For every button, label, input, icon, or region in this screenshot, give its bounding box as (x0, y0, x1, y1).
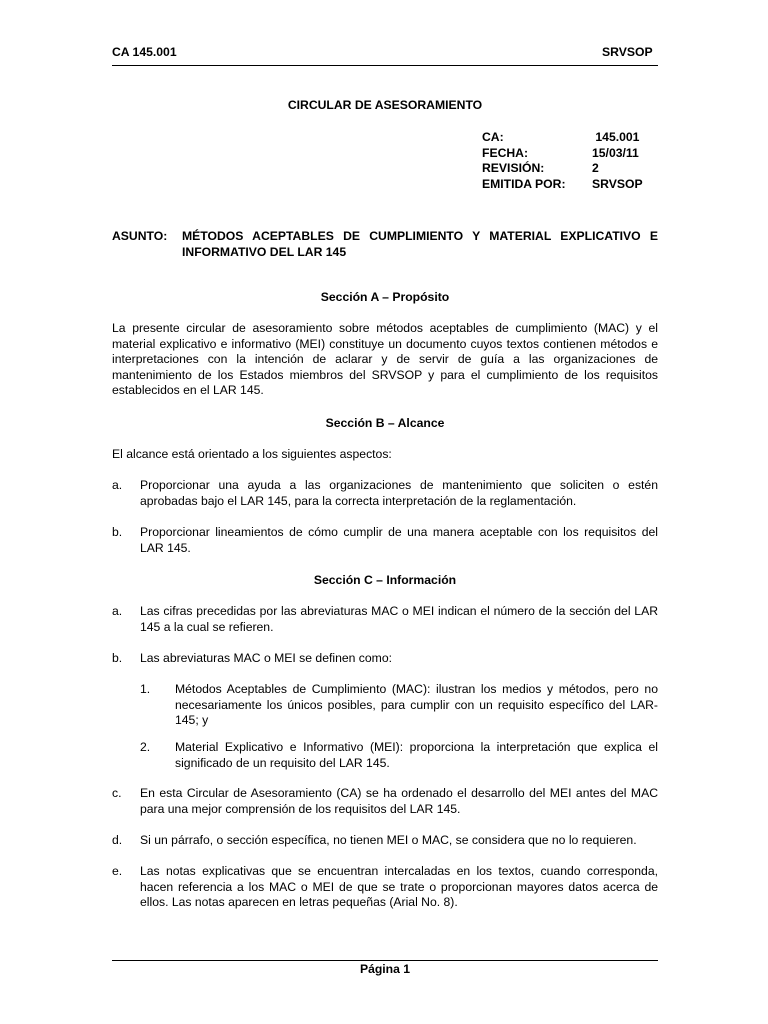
metadata-block (482, 130, 643, 192)
metadata-value: SRVSOP (592, 176, 643, 191)
section-c-heading: Sección C – Información (313, 573, 457, 587)
metadata-label: CA: (482, 130, 504, 144)
list-marker: a. (112, 604, 123, 618)
list-marker: b. (112, 525, 123, 539)
metadata-row-fecha (482, 146, 643, 162)
page-number: Página 1 (359, 962, 411, 976)
header-rule (112, 65, 658, 66)
list-marker: a. (112, 478, 123, 492)
document-title: CIRCULAR DE ASESORAMIENTO (287, 98, 483, 112)
list-marker: c. (112, 786, 122, 800)
section-a-paragraph: La presente circular de asesoramiento sobre métodos aceptables de cumplimiento (MAC) y el material explicativo e informativo (MEI) constituye un documento cuyos textos contienen métodos e interpretaciones con la intención de aclarar y de servir de guía a las organizaciones de mantenimiento de los Estados miembros del SRVSOP y para el cumplimiento de los requisitos establecidos en el LAR 145. (112, 321, 658, 398)
list-marker: d. (112, 833, 123, 847)
metadata-value: 15/03/11 (592, 145, 639, 160)
list-text: Las abreviaturas MAC o MEI se definen como: (140, 651, 392, 665)
metadata-row-emitida (482, 177, 643, 193)
subject-text: MÉTODOS ACEPTABLES DE CUMPLIMIENTO Y MATERIAL EXPLICATIVO E INFORMATIVO DEL LAR 145 (182, 229, 658, 259)
section-b-intro: El alcance está orientado a los siguientes aspectos: (112, 447, 392, 461)
list-text: En esta Circular de Asesoramiento (CA) se ha ordenado el desarrollo del MEI antes del MAC para una mejor comprensión de los requisitos del LAR 145. (140, 786, 658, 816)
header-doc-code: CA 145.001 (112, 45, 177, 59)
list-text: Si un párrafo, o sección específica, no tienen MEI o MAC, se considera que no lo requieren. (140, 833, 637, 847)
list-text: Las cifras precedidas por las abreviaturas MAC o MEI indican el número de la sección del LAR 145 a la cual se refieren. (140, 604, 658, 634)
sublist-text: Material Explicativo e Informativo (MEI): proporciona la interpretación que explica el significado de un requisito del LAR 145. (175, 740, 658, 770)
list-marker: e. (112, 864, 123, 878)
sublist-marker: 2. (140, 740, 151, 754)
list-text: Proporcionar una ayuda a las organizaciones de mantenimiento que soliciten o estén aprobadas bajo el LAR 145, para la correcta interpretación de la reglamentación. (140, 478, 658, 508)
metadata-label: EMITIDA POR: (482, 176, 566, 191)
metadata-value: 145.001 (592, 130, 640, 144)
section-a-heading: Sección A – Propósito (320, 290, 450, 304)
footer-rule (112, 960, 658, 961)
metadata-label: REVISIÓN: (482, 161, 545, 175)
metadata-row-ca (482, 130, 643, 146)
section-b-heading: Sección B – Alcance (325, 416, 445, 430)
header-org: SRVSOP (602, 45, 653, 59)
sublist-text: Métodos Aceptables de Cumplimiento (MAC): ilustran los medios y métodos, pero no necesariamente los únicos posibles, para cumplir con un requisito específico del LAR-145; y (175, 682, 658, 728)
metadata-value: 2 (592, 161, 599, 175)
metadata-row-revision (482, 161, 643, 177)
metadata-label: FECHA: (482, 145, 529, 160)
subject-label: ASUNTO: (112, 229, 168, 243)
sublist-marker: 1. (140, 682, 151, 696)
list-text: Las notas explicativas que se encuentran intercaladas en los textos, cuando corresponda, hacen referencia a los MAC o MEI de que se trate o proporcionan mayores datos acerca de ellos. Las notas aparecen en letras pequeñas (Arial No. 8). (140, 864, 658, 910)
list-marker: b. (112, 651, 123, 665)
list-text: Proporcionar lineamientos de cómo cumplir de una manera aceptable con los requisitos del LAR 145. (140, 525, 658, 555)
